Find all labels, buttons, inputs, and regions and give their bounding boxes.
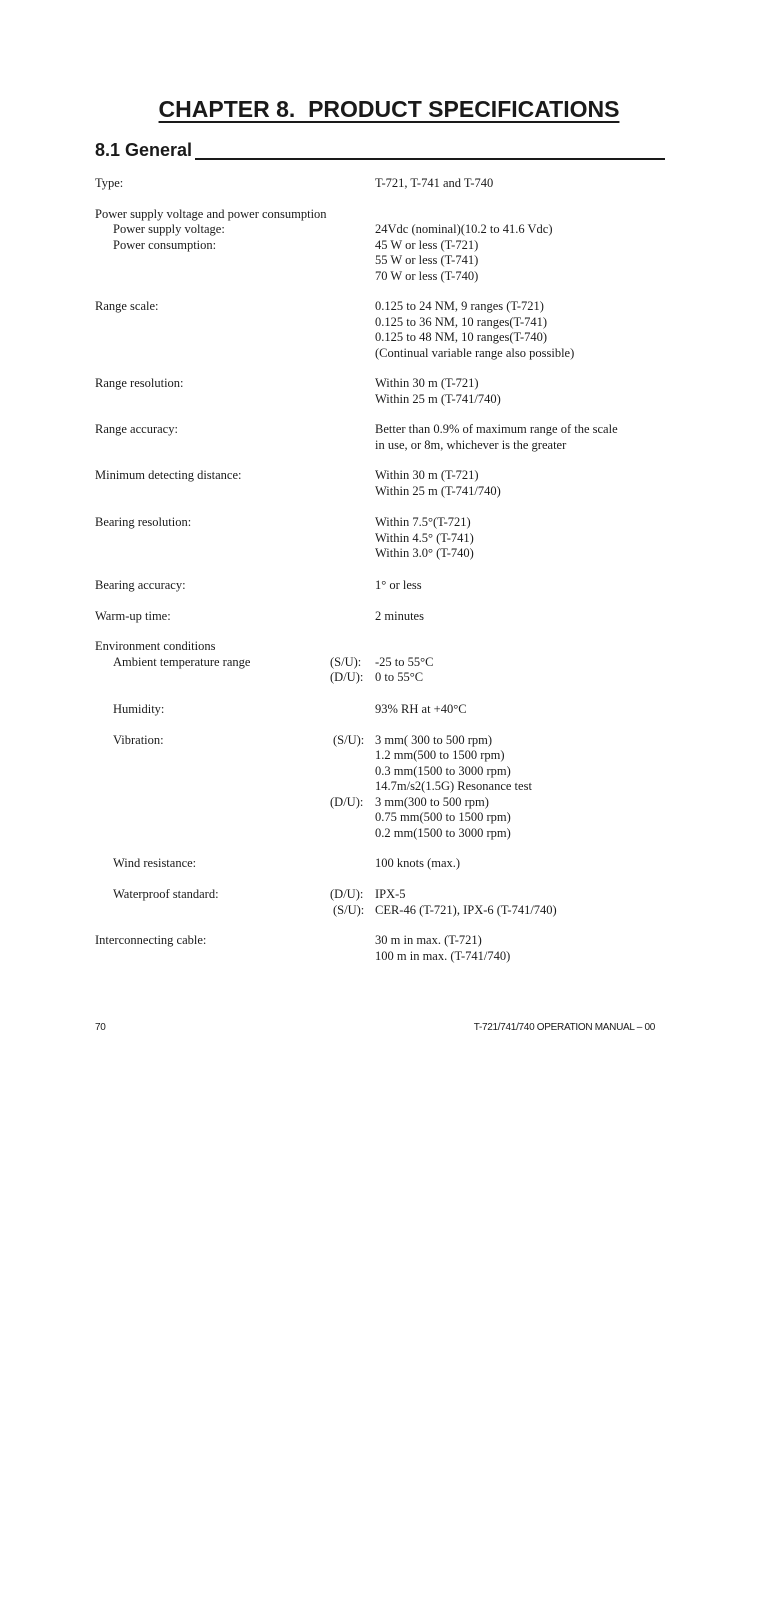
ambient-temperature-label: Ambient temperature range [113,655,251,669]
range-scale-value: 0.125 to 24 NM, 9 ranges (T-721) [375,299,544,313]
cable-value: 100 m in max. (T-741/740) [375,949,511,963]
range-scale-value: 0.125 to 48 NM, 10 ranges(T-740) [375,330,548,344]
vibration-du-value: 3 mm(300 to 500 rpm) [375,795,489,809]
vibration-label: Vibration: [113,733,164,747]
power-consumption-value: 55 W or less (T-741) [375,253,479,267]
bearing-resolution-value: Within 4.5° (T-741) [375,531,474,545]
type-value: T-721, T-741 and T-740 [375,176,494,190]
cable-value: 30 m in max. (T-721) [375,933,482,947]
ambient-du-unit: (D/U): [330,670,364,684]
vibration-su-unit: (S/U): [333,733,365,747]
page-number: 70 [95,1022,106,1033]
waterproof-su-value: CER-46 (T-721), IPX-6 (T-741/740) [375,903,557,917]
ambient-su-value: -25 to 55°C [375,655,434,669]
warmup-value: 2 minutes [375,609,424,623]
power-consumption-value: 45 W or less (T-721) [375,238,479,252]
bearing-resolution-value: Within 3.0° (T-740) [375,546,474,560]
manual-title: T-721/741/740 OPERATION MANUAL – 00 [473,1022,655,1033]
humidity-value: 93% RH at +40°C [375,702,467,716]
ambient-su-unit: (S/U): [330,655,362,669]
power-voltage-label: Power supply voltage: [113,222,225,236]
warmup-label: Warm-up time: [95,609,171,623]
cable-label: Interconnecting cable: [95,933,207,947]
vibration-su-value: 3 mm( 300 to 500 rpm) [375,733,493,747]
waterproof-du-unit: (D/U): [330,887,364,901]
range-resolution-value: Within 30 m (T-721) [375,376,479,390]
power-consumption-label: Power consumption: [113,238,217,252]
vibration-su-value: 1.2 mm(500 to 1500 rpm) [375,748,505,762]
waterproof-du-value: IPX-5 [375,887,406,901]
vibration-du-value: 0.75 mm(500 to 1500 rpm) [375,810,511,824]
wind-resistance-value: 100 knots (max.) [375,856,461,870]
min-distance-value: Within 25 m (T-741/740) [375,484,501,498]
range-resolution-value: Within 25 m (T-741/740) [375,392,501,406]
env-group-label: Environment conditions [95,639,216,653]
range-accuracy-value: in use, or 8m, whichever is the greater [375,438,567,452]
chapter-title [0,94,778,124]
bearing-resolution-value: Within 7.5°(T-721) [375,515,471,529]
range-scale-label: Range scale: [95,299,159,313]
wind-resistance-label: Wind resistance: [113,856,197,870]
vibration-du-value: 0.2 mm(1500 to 3000 rpm) [375,826,511,840]
vibration-su-value: 0.3 mm(1500 to 3000 rpm) [375,764,511,778]
ambient-du-value: 0 to 55°C [375,670,424,684]
bearing-accuracy-label: Bearing accuracy: [95,578,186,592]
power-group-label: Power supply voltage and power consumption [95,207,327,221]
range-accuracy-value: Better than 0.9% of maximum range of the scale [375,422,618,436]
range-resolution-label: Range resolution: [95,376,184,390]
range-scale-value: 0.125 to 36 NM, 10 ranges(T-741) [375,315,548,329]
vibration-du-unit: (D/U): [330,795,364,809]
vibration-su-value: 14.7m/s2(1.5G) Resonance test [375,779,532,793]
range-scale-value: (Continual variable range also possible) [375,346,575,360]
chapter-title-text: CHAPTER 8. PRODUCT SPECIFICATIONS [158,96,620,122]
waterproof-su-unit: (S/U): [333,903,365,917]
section-heading-rule [195,158,665,160]
min-distance-value: Within 30 m (T-721) [375,468,479,482]
bearing-accuracy-value: 1° or less [375,578,422,592]
type-label: Type: [95,176,124,190]
humidity-label: Humidity: [113,702,165,716]
range-accuracy-label: Range accuracy: [95,422,178,436]
bearing-resolution-label: Bearing resolution: [95,515,192,529]
power-consumption-value: 70 W or less (T-740) [375,269,479,283]
power-voltage-value: 24Vdc (nominal)(10.2 to 41.6 Vdc) [375,222,553,236]
waterproof-label: Waterproof standard: [113,887,219,901]
min-distance-label: Minimum detecting distance: [95,468,242,482]
section-heading: 8.1 General [95,140,193,160]
